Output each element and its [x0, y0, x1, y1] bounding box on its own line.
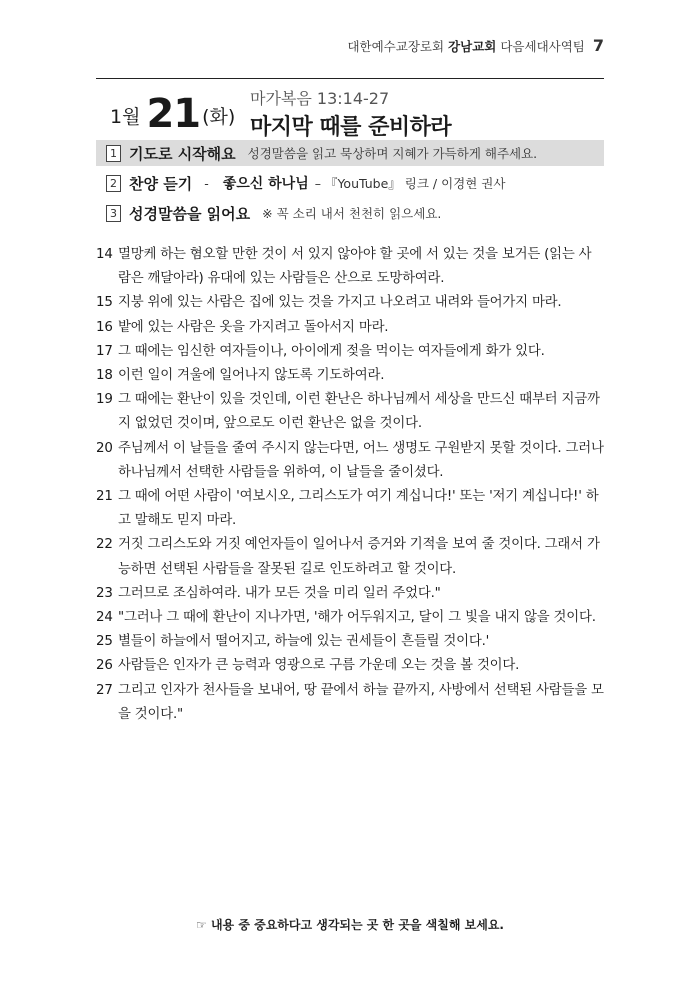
verse-text: 별들이 하늘에서 떨어지고, 하늘에 있는 권세들이 흔들릴 것이다.' [118, 634, 490, 650]
verse-text: 그러므로 조심하여라. 내가 모든 것을 미리 일러 주었다." [118, 585, 441, 601]
page-footer [0, 916, 700, 933]
verse-number: 22 [96, 537, 113, 553]
verse-text: "그러나 그 때에 환난이 지나가면, '해가 어두워지고, 달이 그 빛을 내지 않을 것이다. [118, 610, 596, 626]
verse [96, 243, 604, 291]
step-number: 1 [106, 145, 121, 162]
scripture-text [96, 243, 604, 727]
verse [96, 364, 604, 388]
verse-text: 사람들은 인자가 큰 능력과 영광으로 구름 가운데 오는 것을 볼 것이다. [118, 658, 520, 674]
verse [96, 654, 604, 678]
pointing-hand-icon: ☞ [196, 918, 207, 932]
page-header [96, 36, 604, 55]
header-org: 대한예수교장로회 [347, 39, 445, 54]
verse-text: 멸망케 하는 혐오할 만한 것이 서 있지 않아야 할 곳에 서 있는 것을 보거든 (읽는 사람은 깨달아라) 유대에 있는 사람들은 산으로 도망하여라. [118, 247, 592, 287]
verse [96, 485, 604, 533]
verse [96, 606, 604, 630]
verse-text: 그 때에는 임신한 여자들이나, 아이에게 젖을 먹이는 여자들에게 화가 있다. [118, 343, 545, 359]
verse-number: 16 [96, 319, 113, 335]
step-label: 찬양 듣기 [129, 174, 193, 193]
page-number: 7 [592, 36, 604, 55]
verse-number: 19 [96, 392, 113, 408]
passage-heading [250, 86, 451, 141]
verse-text: 주님께서 이 날들을 줄여 주시지 않는다면, 어느 생명도 구원받지 못할 것이다. 그러나 하나님께서 선택한 사람들을 위하여, 이 날들을 줄이셨다. [118, 440, 604, 480]
verse-number: 25 [96, 634, 113, 650]
verse-number: 17 [96, 343, 113, 359]
verse-number: 18 [96, 368, 113, 384]
verse [96, 316, 604, 340]
verse-number: 23 [96, 585, 113, 601]
step-number: 3 [106, 205, 121, 222]
step-read [96, 200, 604, 226]
verse-number: 21 [96, 489, 113, 505]
verse-number: 15 [96, 295, 113, 311]
date-block [110, 88, 236, 137]
verse-text: 밭에 있는 사람은 옷을 가지려고 돌아서지 마라. [118, 319, 389, 335]
passage-reference: 마가복음 13:14-27 [250, 89, 390, 108]
step-dash: - [204, 175, 209, 191]
verse-text: 이런 일이 겨울에 일어나지 않도록 기도하여라. [118, 368, 385, 384]
verse-text: 지붕 위에 있는 사람은 집에 있는 것을 가지고 나오려고 내려와 들어가지 마라. [118, 295, 562, 311]
verse-number: 20 [96, 440, 113, 456]
date-month: 1월 [110, 106, 141, 128]
footer-instruction: 내용 중 중요하다고 생각되는 곳 한 곳을 색칠해 보세요. [210, 918, 504, 932]
song-title: 좋으신 하나님 [222, 176, 309, 192]
verse-number: 24 [96, 610, 113, 626]
header-divider [96, 78, 604, 79]
step-label: 성경말씀을 읽어요 [129, 204, 251, 223]
verse-text: 그 때에는 환난이 있을 것인데, 이런 환난은 하나님께서 세상을 만드신 때부터 지금까지 없었던 것이며, 앞으로도 이런 환난은 없을 것이다. [118, 392, 600, 432]
step-pray [96, 140, 604, 166]
date-weekday: (화) [202, 106, 236, 128]
step-description: ※ 꼭 소리 내서 천천히 읽으세요. [262, 206, 442, 221]
verse [96, 437, 604, 485]
verse-number: 27 [96, 682, 113, 698]
verse [96, 340, 604, 364]
header-church: 강남교회 [448, 39, 497, 54]
step-listen [96, 170, 604, 196]
verse-number: 14 [96, 247, 113, 262]
date-day: 21 [146, 91, 201, 137]
passage-title: 마지막 때를 준비하라 [250, 115, 452, 140]
verse [96, 291, 604, 315]
verse-text: 그리고 인자가 천사들을 보내어, 땅 끝에서 하늘 끝까지, 사방에서 선택된 사람들을 모을 것이다." [118, 682, 604, 722]
step-number: 2 [106, 175, 121, 192]
verse [96, 582, 604, 606]
verse-number: 26 [96, 658, 113, 674]
youtube-link[interactable]: – 『YouTube』 링크 / 이경현 권사 [314, 176, 506, 191]
header-team: 다음세대사역팀 [500, 39, 585, 54]
verse-text: 거짓 그리스도와 거짓 예언자들이 일어나서 증거와 기적을 보여 줄 것이다. 그래서 가능하면 선택된 사람들을 잘못된 길로 인도하려고 할 것이다. [118, 537, 600, 577]
verse-text: 그 때에 어떤 사람이 '여보시오, 그리스도가 여기 계십니다!' 또는 '저기 계십니다!' 하고 말해도 믿지 마라. [118, 489, 599, 529]
step-description: 성경말씀을 읽고 묵상하며 지혜가 가득하게 해주세요. [247, 146, 538, 161]
verse [96, 630, 604, 654]
step-label: 기도로 시작해요 [129, 144, 236, 163]
verse [96, 533, 604, 581]
verse [96, 388, 604, 436]
verse [96, 679, 604, 727]
